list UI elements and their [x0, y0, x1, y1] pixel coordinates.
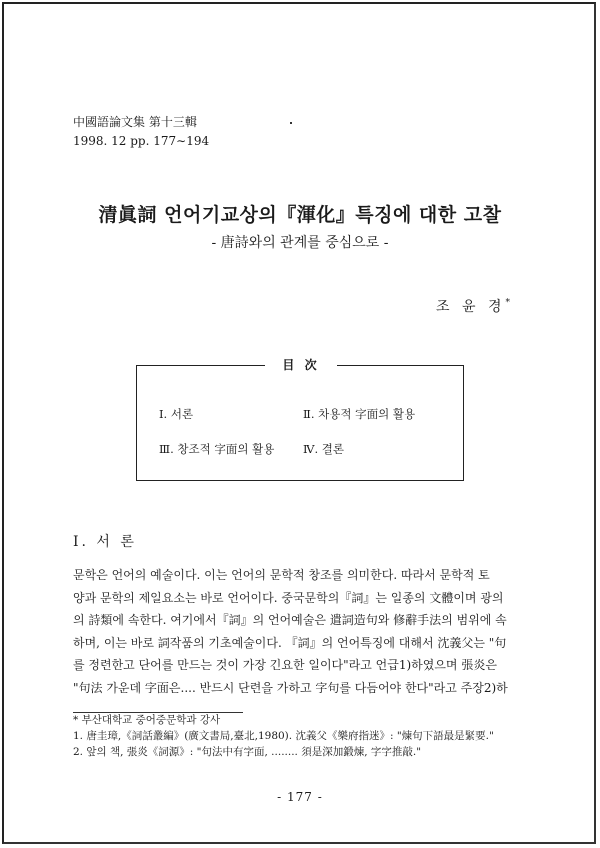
footnotes [73, 712, 494, 760]
body-line: 하며, 이는 바로 詞작품의 기초예술이다. 『詞』의 언어특징에 대해서 沈義父는 "句 [73, 635, 507, 650]
footnote: * 부산대학교 중어중문학과 강사 [73, 714, 221, 726]
body-line: "句法 가운데 字面은.... 반드시 단련을 가하고 字句를 다듬어야 한다"라고 주장2)하 [73, 680, 508, 695]
toc-item: Ⅳ. 결론 [303, 442, 345, 456]
body-paragraph [73, 564, 528, 700]
toc-item: Ⅲ. 창조적 字面의 활용 [159, 442, 275, 456]
body-line: 문학은 언어의 예술이다. 이는 언어의 문학적 창조를 의미한다. 따라서 문학적 토 [73, 568, 490, 582]
scan-speck [290, 122, 292, 124]
author-name: 조 윤 경 [436, 299, 506, 315]
journal-issue: 1998. 12 pp. 177∼194 [73, 134, 210, 148]
journal-info [73, 113, 209, 151]
body-line: 양과 문학의 제일요소는 바로 언어이다. 중국문학의『詞』는 일종의 文體이며 광의 [73, 590, 504, 605]
footnote: 1. 唐圭璋,《詞話叢編》(廣文書局,臺北,1980). 沈義父《樂府指迷》: "煉句下語最是緊要." [73, 730, 494, 742]
paper-subtitle: - 唐詩와의 관계를 중심으로 - [211, 235, 389, 251]
author-footnote-mark: * [505, 298, 510, 308]
journal-name: 中國語論文集 第十三輯 [73, 115, 197, 129]
body-line: 의 詩類에 속한다. 여기에서『詞』의 언어예술은 遣詞造句와 修辭手法의 범위에 속 [73, 613, 507, 628]
toc-item: Ⅱ. 차용적 字面의 활용 [303, 407, 416, 421]
toc-heading: 目 次 [265, 357, 337, 373]
section-heading: Ⅰ. 서 론 [73, 534, 137, 550]
page-number: - 177 - [277, 790, 323, 804]
toc-item: Ⅰ. 서론 [159, 407, 194, 421]
table-of-contents [136, 358, 464, 481]
paper-title: 清眞詞 언어기교상의『渾化』특징에 대한 고찰 [98, 204, 502, 226]
footnote: 2. 앞의 책, 張炎《詞源》: "句法中有字面, ........ 須是深加鍛煉, 字字推敲." [73, 746, 422, 758]
author [436, 296, 510, 316]
body-line: 를 정련한고 단어를 만드는 것이 가장 긴요한 일이다"라고 언급1)하였으며 張炎은 [73, 658, 497, 673]
